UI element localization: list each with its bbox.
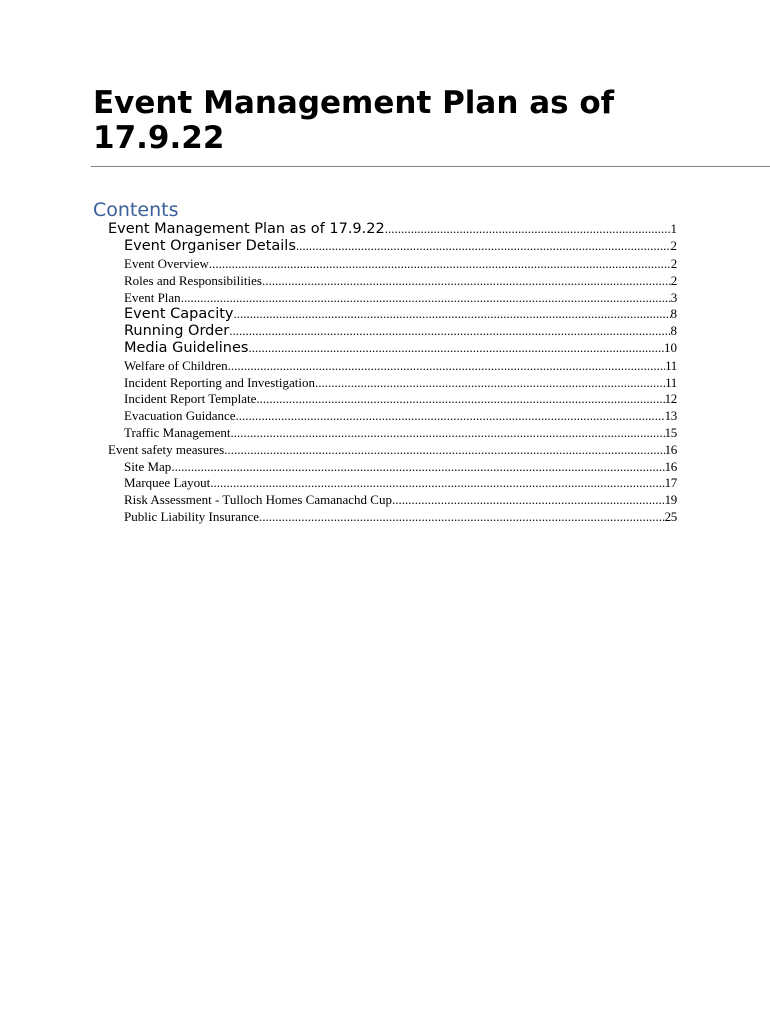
document-title: Event Management Plan as of 17.9.22	[93, 85, 615, 156]
toc-entry-label: Event Management Plan as of 17.9.22	[108, 221, 385, 237]
toc-entry-page: 2	[670, 256, 677, 271]
toc-entry[interactable]	[124, 306, 677, 322]
toc-entry[interactable]	[124, 358, 677, 374]
toc-dot-leader	[228, 358, 665, 374]
toc-entry[interactable]	[124, 408, 677, 424]
toc-dot-leader	[224, 442, 664, 458]
toc-entry[interactable]	[124, 391, 677, 407]
toc-entry[interactable]	[124, 425, 677, 441]
toc-dot-leader	[315, 375, 665, 391]
toc-dot-leader	[210, 475, 664, 491]
toc-dot-leader	[231, 425, 665, 441]
toc-entry[interactable]	[124, 340, 677, 356]
toc-entry-label: Traffic Management	[124, 425, 231, 440]
toc-entry-page: 11	[665, 375, 677, 390]
toc-entry-page: 12	[664, 391, 677, 406]
toc-entry-label: Event Overview	[124, 256, 209, 271]
toc-entry-label: Risk Assessment - Tulloch Homes Camanachd Cup	[124, 492, 392, 507]
toc-dot-leader	[181, 290, 671, 306]
toc-entry-label: Site Map	[124, 459, 172, 474]
toc-dot-leader	[296, 238, 671, 254]
toc-entry[interactable]	[124, 509, 677, 525]
toc-entry[interactable]	[108, 221, 677, 237]
toc-dot-leader	[234, 306, 671, 322]
toc-heading: Contents	[93, 199, 179, 221]
toc-entry-label: Media Guidelines	[124, 340, 249, 356]
toc-entry[interactable]	[124, 238, 677, 254]
toc-entry-label: Marquee Layout	[124, 475, 211, 490]
toc-entry-page: 8	[670, 323, 677, 338]
toc-entry-label: Evacuation Guidance	[124, 408, 236, 423]
toc-dot-leader	[248, 340, 664, 356]
toc-entry[interactable]	[124, 290, 677, 306]
toc-entry-label: Event Plan	[124, 290, 181, 305]
toc-entry[interactable]	[124, 459, 677, 475]
toc-entry[interactable]	[124, 475, 677, 491]
toc-entry-page: 15	[664, 425, 677, 440]
toc-entry-label: Running Order	[124, 323, 230, 339]
toc-dot-leader	[385, 221, 671, 237]
toc-entry-page: 16	[664, 459, 677, 474]
toc-entry-page: 11	[665, 358, 677, 373]
toc-entry[interactable]	[124, 256, 677, 272]
toc-dot-leader	[262, 273, 671, 289]
toc-dot-leader	[256, 391, 664, 407]
toc-dot-leader	[209, 256, 671, 272]
toc-entry-label: Incident Report Template	[124, 391, 257, 406]
toc-entry[interactable]	[108, 442, 677, 458]
toc-entry[interactable]	[124, 492, 677, 508]
toc-entry-page: 25	[664, 509, 677, 524]
toc-entry[interactable]	[124, 273, 677, 289]
toc-entry-label: Event Organiser Details	[124, 238, 296, 254]
toc-entry-page: 19	[664, 492, 677, 507]
toc-entry-label: Incident Reporting and Investigation	[124, 375, 315, 390]
toc-entry-page: 13	[664, 408, 677, 423]
toc-entry-label: Roles and Responsibilities	[124, 273, 262, 288]
toc-entry-page: 3	[670, 290, 677, 305]
toc-entry-label: Event Capacity	[124, 306, 234, 322]
toc-dot-leader	[171, 459, 664, 475]
toc-entry[interactable]	[124, 323, 677, 339]
toc-dot-leader	[236, 408, 665, 424]
toc-dot-leader	[392, 492, 665, 508]
toc-entry-page: 17	[664, 475, 677, 490]
toc-entry-page: 2	[670, 273, 677, 288]
toc-dot-leader	[229, 323, 670, 339]
toc-entry-page: 2	[670, 238, 677, 253]
toc-entry-page: 8	[670, 306, 677, 321]
toc-entry-page: 16	[664, 442, 677, 457]
toc-entry-label: Welfare of Children	[124, 358, 228, 373]
toc-entry-label: Event safety measures	[108, 442, 225, 457]
toc-entry-page: 10	[664, 340, 677, 355]
toc-entry[interactable]	[124, 375, 677, 391]
toc-entry-page: 1	[670, 221, 677, 236]
toc-dot-leader	[259, 509, 665, 525]
toc-entry-label: Public Liability Insurance	[124, 509, 260, 524]
